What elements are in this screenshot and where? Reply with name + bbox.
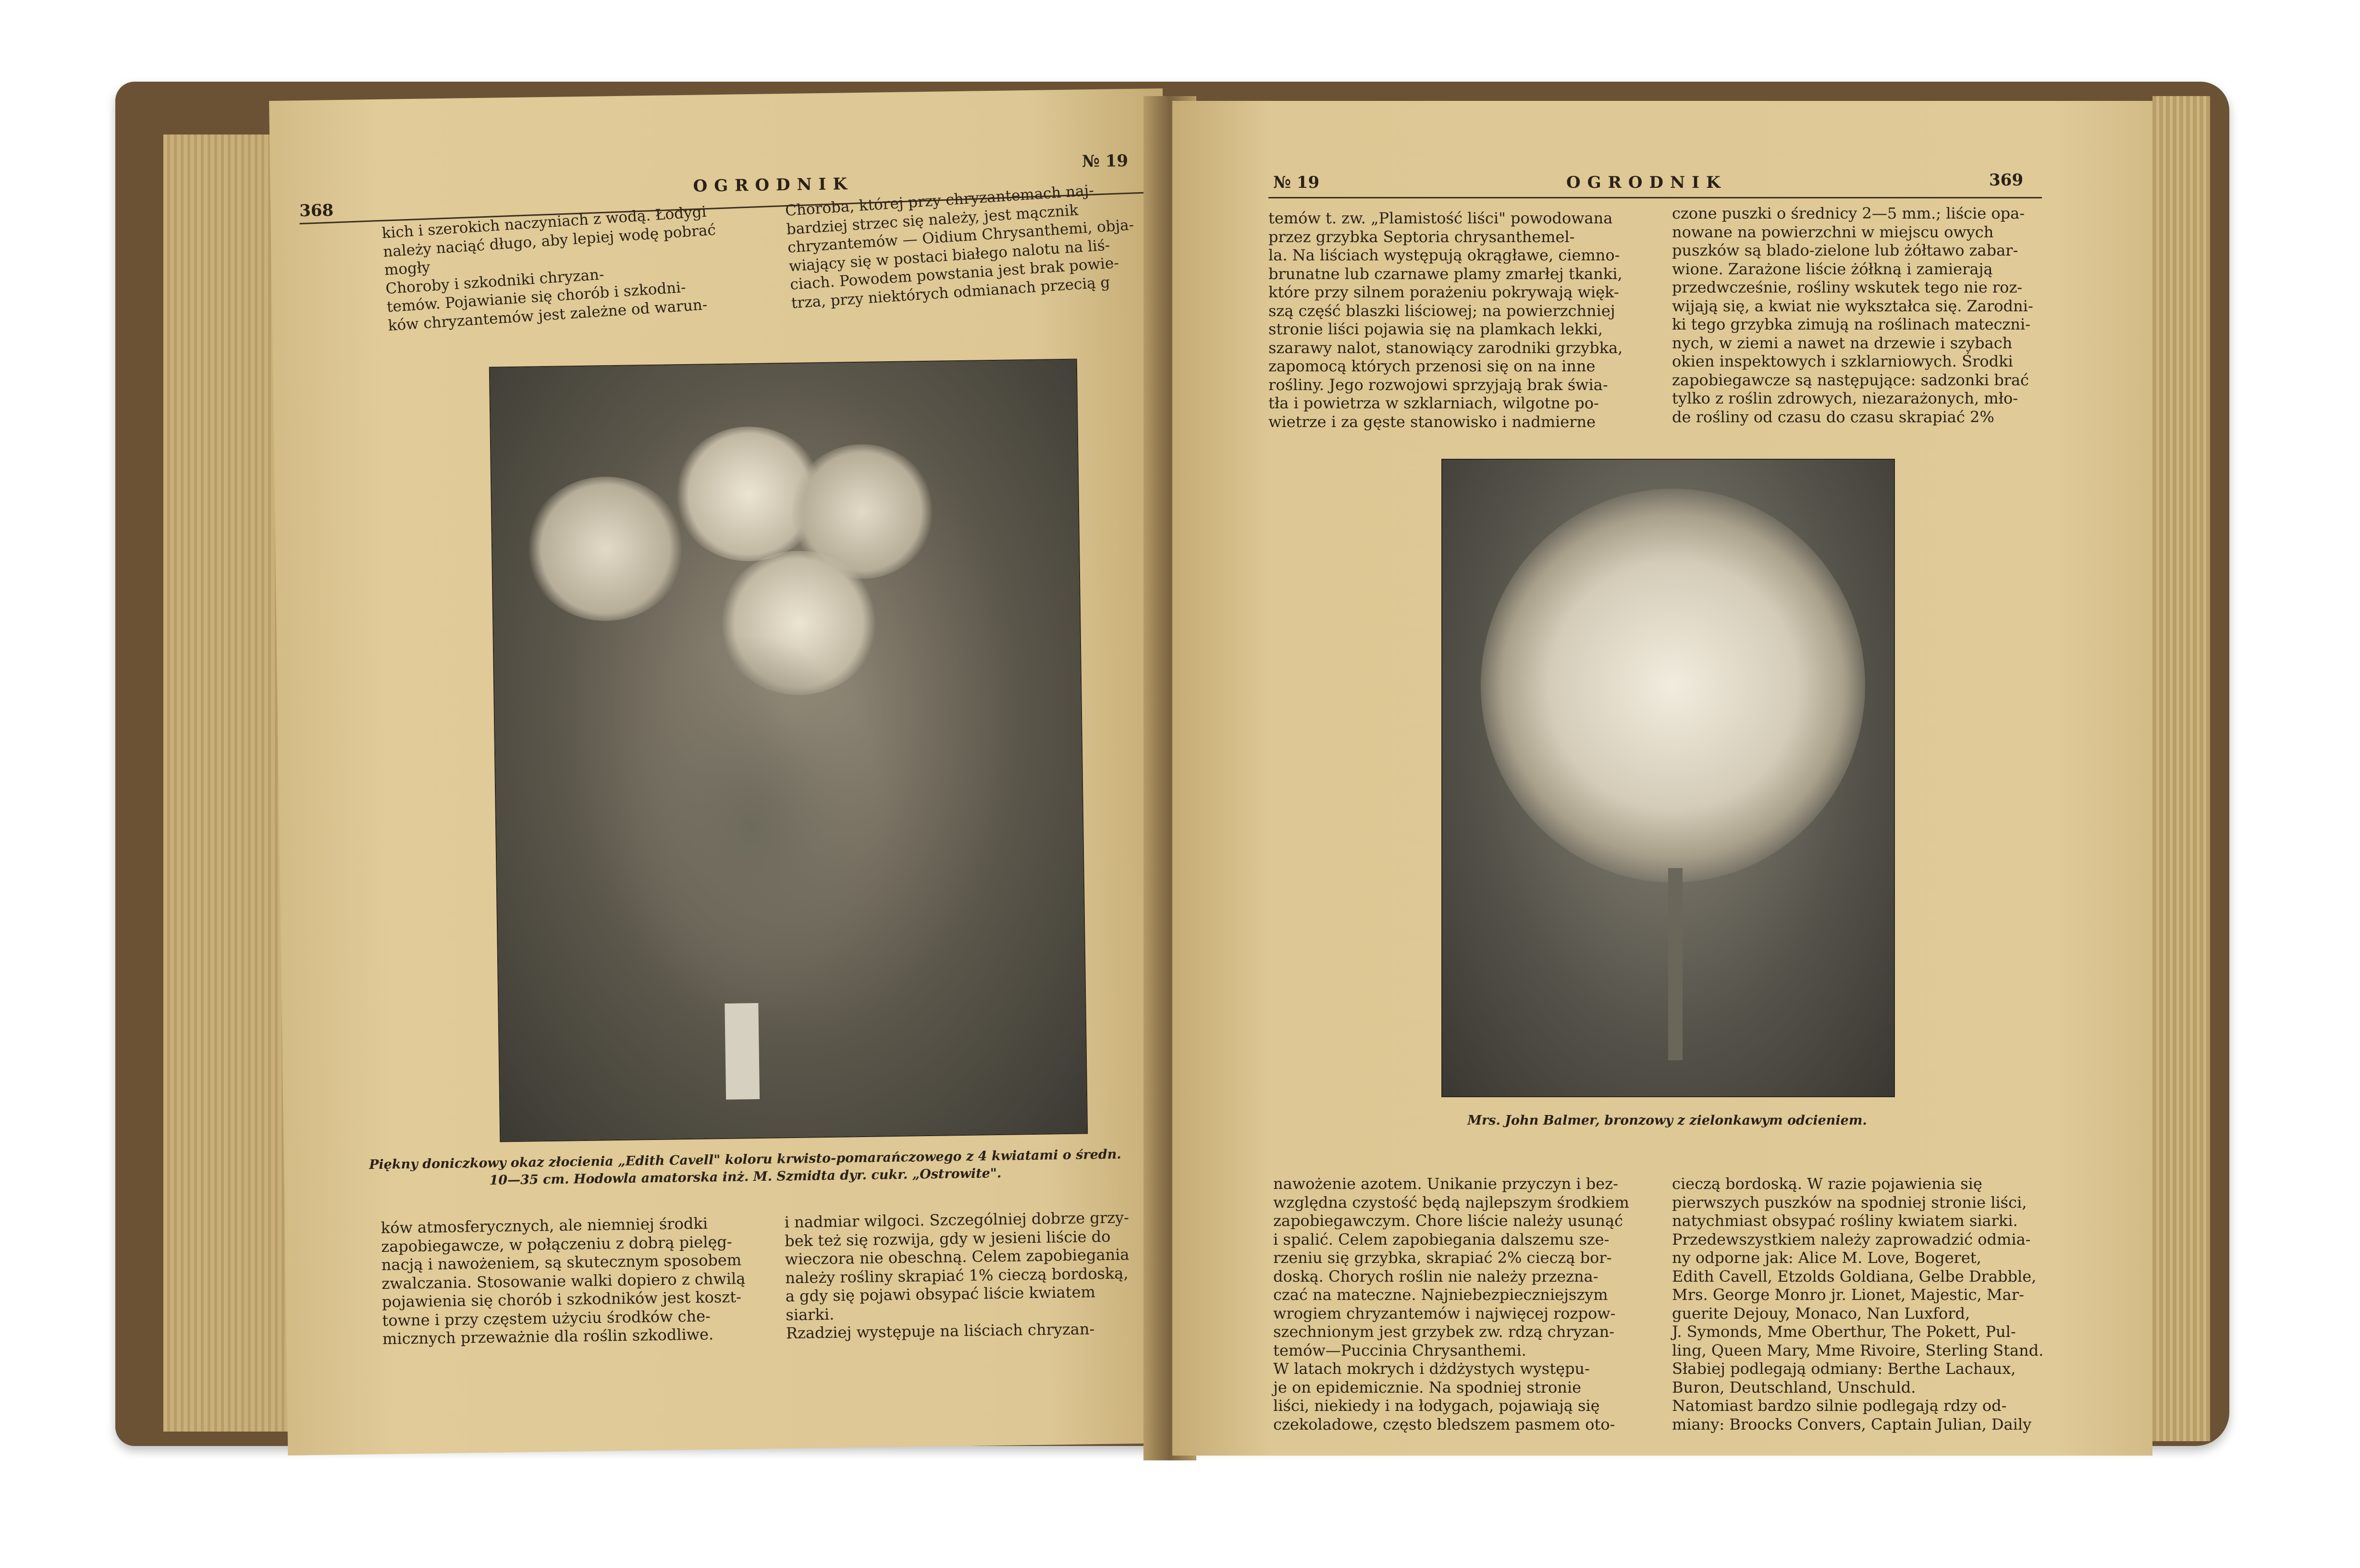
text-column-bottom-left: ków atmosferycznych, ale niemniej środki zapobiegawcze, w połączeniu z dobrą pielęg- nacją i nawożeniem, są skutecznym sposobem zwalczania. Stosowanie walki dopiero z chwilą pojawienia się chorób i szkodników jest koszt- towne i przy częstem użyciu środków che- micznych przeważnie dla roślin szkodliwe.	[381, 1214, 746, 1348]
text-column-top-left: temów t. zw. „Plamistość liści" powodowana przez grzybka Septoria chrysanthemel- la. Na liściach występują okrągławe, ciemno- brunatne lub czarnawe plamy zmarłej tkanki, które przy silnem porażeniu pokrywają więk- szą część blaszki liściowej; na powierzchniej stronie liści pojawia się na plamkach lekki, szarawy nalot, stanowiący zarodniki grzybka, zapomocą których przenosi się on na inne rośliny. Jego rozwojowi sprzyjają brak świa- tła i powietrza w szklarniach, wilgotne po- wietrze i za gęste stanowisko i nadmierne	[1268, 209, 1623, 431]
issue-number: № 19	[1082, 151, 1129, 172]
running-head: OGRODNIK	[1566, 173, 1727, 192]
text-column-top-right: Choroba, której przy chryzantemach naj- bardziej strzec się należy, jest mącznik chryzantemów — Oidium Chrysanthemi, obja- wiający się w postaci białego nalotu na liś- ciach. Powodem powstania jest brak powie- trza, przy niektórych odmianach przecią g	[785, 182, 1135, 312]
right-page	[1172, 101, 2152, 1456]
flower-bloom	[525, 476, 686, 622]
photo-caption: Piękny doniczkowy okaz złocienia „Edith Cavell" koloru krwisto-pomarańczowego z 4 kwiatami o średn. 10—35 cm. Hodowla amatorska inż. M. Szmidta dyr. cukr. „Ostrowite".	[369, 1147, 1121, 1188]
text-column-bottom-right: i nadmiar wilgoci. Szczególniej dobrze grzy- bek też się rozwija, gdy w jesieni liście do wieczora nie obeschną. Celem zapobiegania należy rośliny skrapiać 1% cieczą bordoską, a gdy się pojawi obsypać liście kwiatem siarki. Rzadziej występuje na liściach chryzan-	[784, 1208, 1130, 1343]
text-column-bottom-left: nawożenie azotem. Unikanie przyczyn i bez- względna czystość będą najlepszym środkiem zapobiegawczym. Chore liście należy usunąć i spalić. Celem zapobiegania dalszemu sze- rzeniu się grzybka, skrapiać 2% cieczą bor- doską. Chorych roślin nie należy przezna- czać na mateczne. Najniebezpieczniejszym wrogiem chryzantemów i najwięcej rozpow- szechnionym jest grzybek zw. rdzą chryzan- temów—Puccinia Chrysanthemi. W latach mokrych i dżdżystych występu- je on epidemicznie. Na spodniej stronie liści, niekiedy i na łodygach, pojawiają się czekoladowe, często bledszem pasmem oto-	[1273, 1175, 1629, 1433]
page-edges-left	[163, 135, 288, 1432]
photo-caption: Mrs. John Balmer, bronzowy z zielonkawym odcieniem.	[1467, 1113, 1867, 1128]
photo-chrysanthemum-edith-cavell	[489, 359, 1088, 1142]
page-edges-right	[2152, 96, 2210, 1441]
page-number: 369	[1989, 171, 2023, 190]
page-number: 368	[299, 201, 334, 221]
issue-number: № 19	[1273, 173, 1320, 192]
left-page	[269, 88, 1181, 1456]
flower-bloom	[1481, 489, 1865, 882]
photo-chrysanthemum-mrs-john-balmer	[1441, 459, 1895, 1097]
plant-label-tag	[725, 1003, 760, 1100]
running-head: OGRODNIK	[693, 174, 854, 196]
foliage	[614, 631, 888, 1019]
text-column-top-right: czone puszki o średnicy 2—5 mm.; liście opa- nowane na powierzchni w miejscu owych puszków są blado-zielone lub żółtawo zabar- wione. Zarażone liście żółkną i zamierają przedwcześnie, rośliny wskutek tego nie roz- wijają się, a kwiat nie wykształca się. Zarodni- ki tego grzybka zimują na roślinach mateczni- nych, w ziemi a nawet na drzewie i szybach okien inspektowych i szklarniowych. Środki zapobiegawcze są następujące: sadzonki brać tylko z roślin zdrowych, niezarażonych, mło- de rośliny od czasu do czasu skrapiać 2%	[1672, 204, 2033, 426]
header-rule	[1268, 197, 2042, 198]
text-column-bottom-right: cieczą bordoską. W razie pojawienia się pierwszych puszków na spodniej stronie liści, natychmiast obsypać rośliny kwiatem siarki. Przedewszystkiem należy zaprowadzić odmia- ny odporne jak: Alice M. Love, Bogeret, Edith Cavell, Etzolds Goldiana, Gelbe Drabble, Mrs. George Monro jr. Lionet, Majestic, Mar- guerite Dejouy, Monaco, Nan Luxford, J. Symonds, Mme Oberthur, The Pokett, Pul- ling, Queen Mary, Mme Rivoire, Sterling Stand. Słabiej podlegają odmiany: Berthe Lachaux, Buron, Deutschland, Unschuld. Natomiast bardzo silnie podlegają rdzy od- miany: Broocks Convers, Captain Julian, Daily	[1672, 1175, 2044, 1433]
text-column-top-left: kich i szerokich naczyniach z wodą. Łodygi należy naciąć długo, aby lepiej wodę pobrać mogły Choroby i szkodniki chryzan- temów. Pojawianie się chorób i szkodni- ków chryzantemów jest zależne od warun-	[381, 203, 716, 334]
flower-stem	[1668, 868, 1683, 1060]
